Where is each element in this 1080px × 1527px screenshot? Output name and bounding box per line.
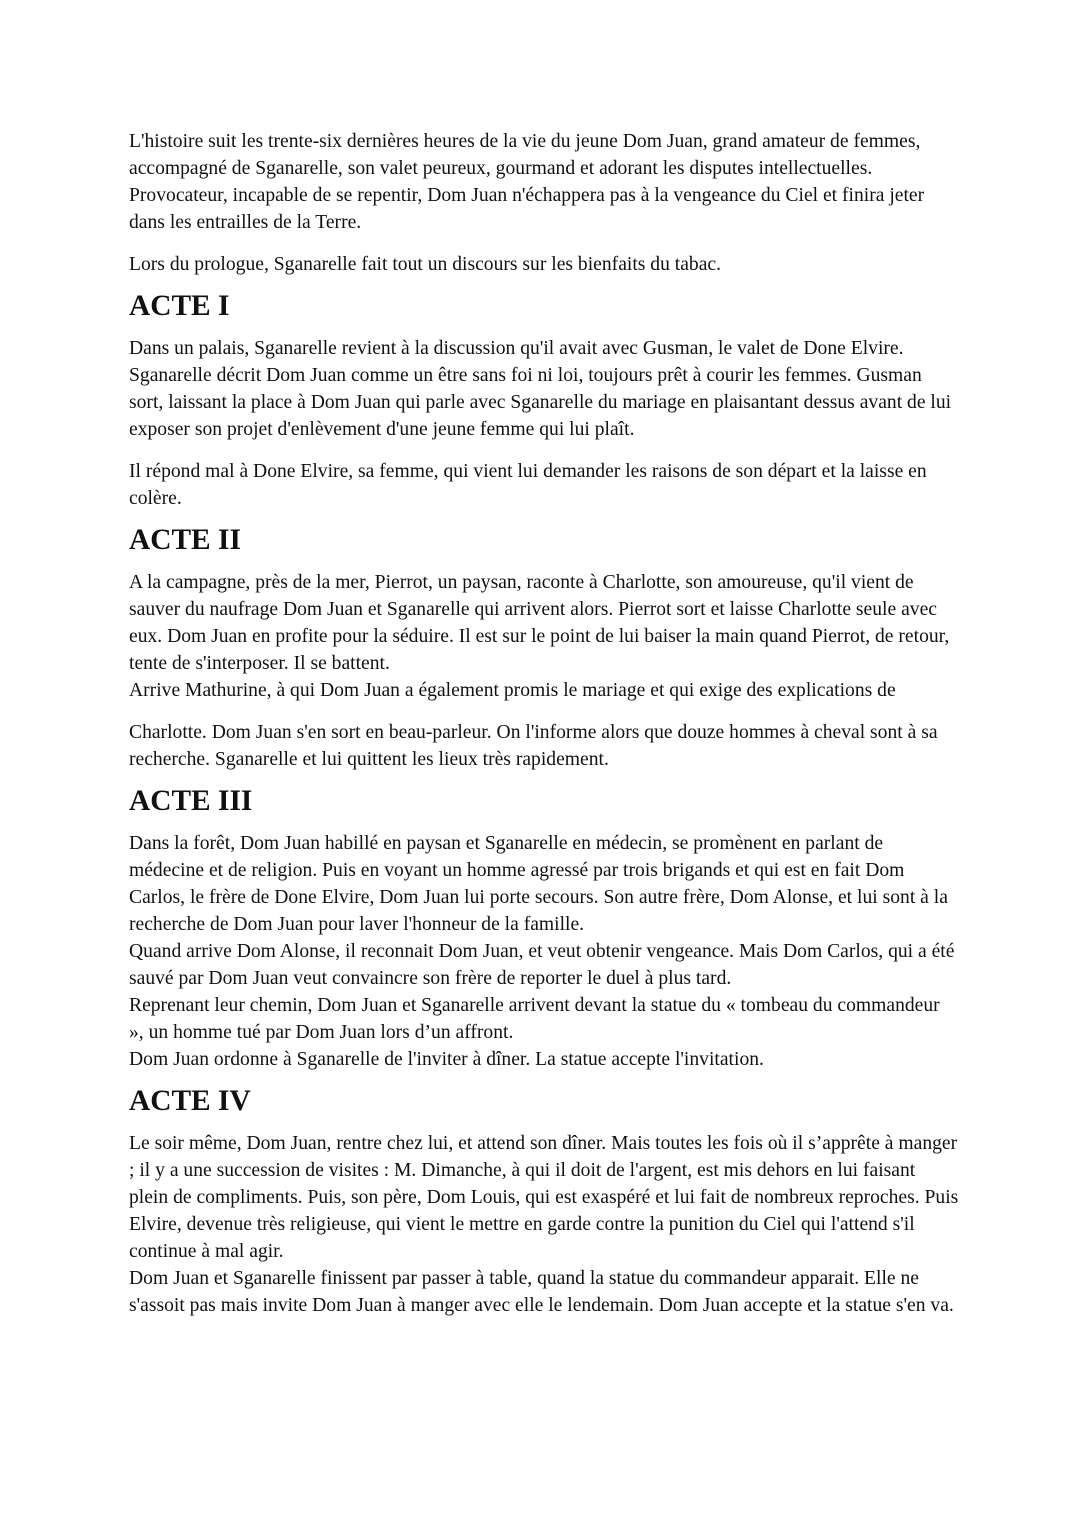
text-line: Charlotte. Dom Juan s'en sort en beau-parleur. On l'informe alors que douze hommes à cheval sont à sa recherche. Sganarelle et lui quittent les lieux très rapidement.: [129, 722, 938, 770]
paragraph-acte-2-suite: [129, 719, 959, 773]
heading-acte-3: ACTE III: [129, 785, 253, 817]
paragraph-acte-2: [129, 569, 959, 704]
text-line: Dans la forêt, Dom Juan habillé en paysan et Sganarelle en médecin, se promènent en parlant de médecine et de religion. Puis en voyant un homme agressé par trois brigands et qui est en fait Dom Carlos, le frère de Done Elvire, Dom Juan lui porte secours. Son autre frère, Dom Alonse, et lui sont à la recherche de Dom Juan pour laver l'honneur de la famille.: [129, 833, 948, 935]
text-line: Lors du prologue, Sganarelle fait tout un discours sur les bienfaits du tabac.: [129, 254, 722, 275]
paragraph-intro: [129, 128, 959, 236]
paragraph-acte-1: [129, 335, 959, 443]
text-line: Dom Juan ordonne à Sganarelle de l'inviter à dîner. La statue accepte l'invitation.: [129, 1049, 764, 1070]
paragraph-acte-1-suite: [129, 458, 959, 512]
text-line: Il répond mal à Done Elvire, sa femme, qui vient lui demander les raisons de son départ et la laisse en colère.: [129, 461, 927, 509]
paragraph-prologue: [129, 251, 959, 278]
text-line: Le soir même, Dom Juan, rentre chez lui, et attend son dîner. Mais toutes les fois où il s’apprête à manger ; il y a une succession de visites : M. Dimanche, à qui il doit de l'argent, est mis dehors en lui faisant plein de compliments. Puis, son père, Dom Louis, qui est exaspéré et lui fait de nombreux reproches. Puis Elvire, devenue très religieuse, qui vient le mettre en garde contre la punition du Ciel qui l'attend s'il continue à mal agir.: [129, 1133, 959, 1262]
heading-acte-1: ACTE I: [129, 290, 230, 322]
text-line: Arrive Mathurine, à qui Dom Juan a également promis le mariage et qui exige des explications de: [129, 680, 896, 701]
text-line: A la campagne, près de la mer, Pierrot, un paysan, raconte à Charlotte, son amoureuse, qu'il vient de sauver du naufrage Dom Juan et Sganarelle qui arrivent alors. Pierrot sort et laisse Charlotte seule avec eux. Dom Juan en profite pour la séduire. Il est sur le point de lui baiser la main quand Pierrot, de retour, tente de s'interposer. Il se battent.: [129, 572, 950, 674]
text-line: Dans un palais, Sganarelle revient à la discussion qu'il avait avec Gusman, le valet de Done Elvire. Sganarelle décrit Dom Juan comme un être sans foi ni loi, toujours prêt à courir les femmes. Gusman sort, laissant la place à Dom Juan qui parle avec Sganarelle du mariage en plaisantant dessus avant de lui exposer son projet d'enlèvement d'une jeune femme qui lui plaît.: [129, 338, 952, 440]
paragraph-acte-3: [129, 830, 959, 1073]
text-line: Quand arrive Dom Alonse, il reconnait Dom Juan, et veut obtenir vengeance. Mais Dom Carlos, qui a été sauvé par Dom Juan veut convaincre son frère de reporter le duel à plus tard.: [129, 941, 955, 989]
heading-acte-4: ACTE IV: [129, 1085, 251, 1117]
document-page: [129, 128, 959, 1334]
heading-acte-2: ACTE II: [129, 524, 241, 556]
text-line: Dom Juan et Sganarelle finissent par passer à table, quand la statue du commandeur apparait. Elle ne s'assoit pas mais invite Dom Juan à manger avec elle le lendemain. Dom Juan accepte et la statue s'en va.: [129, 1268, 954, 1316]
text-line: L'histoire suit les trente-six dernières heures de la vie du jeune Dom Juan, grand amateur de femmes, accompagné de Sganarelle, son valet peureux, gourmand et adorant les disputes intellectuelles. Provocateur, incapable de se repentir, Dom Juan n'échappera pas à la vengeance du Ciel et finira jeter dans les entrailles de la Terre.: [129, 131, 925, 233]
paragraph-acte-4: [129, 1130, 959, 1319]
text-line: Reprenant leur chemin, Dom Juan et Sganarelle arrivent devant la statue du « tombeau du commandeur », un homme tué par Dom Juan lors d’un affront.: [129, 995, 940, 1043]
